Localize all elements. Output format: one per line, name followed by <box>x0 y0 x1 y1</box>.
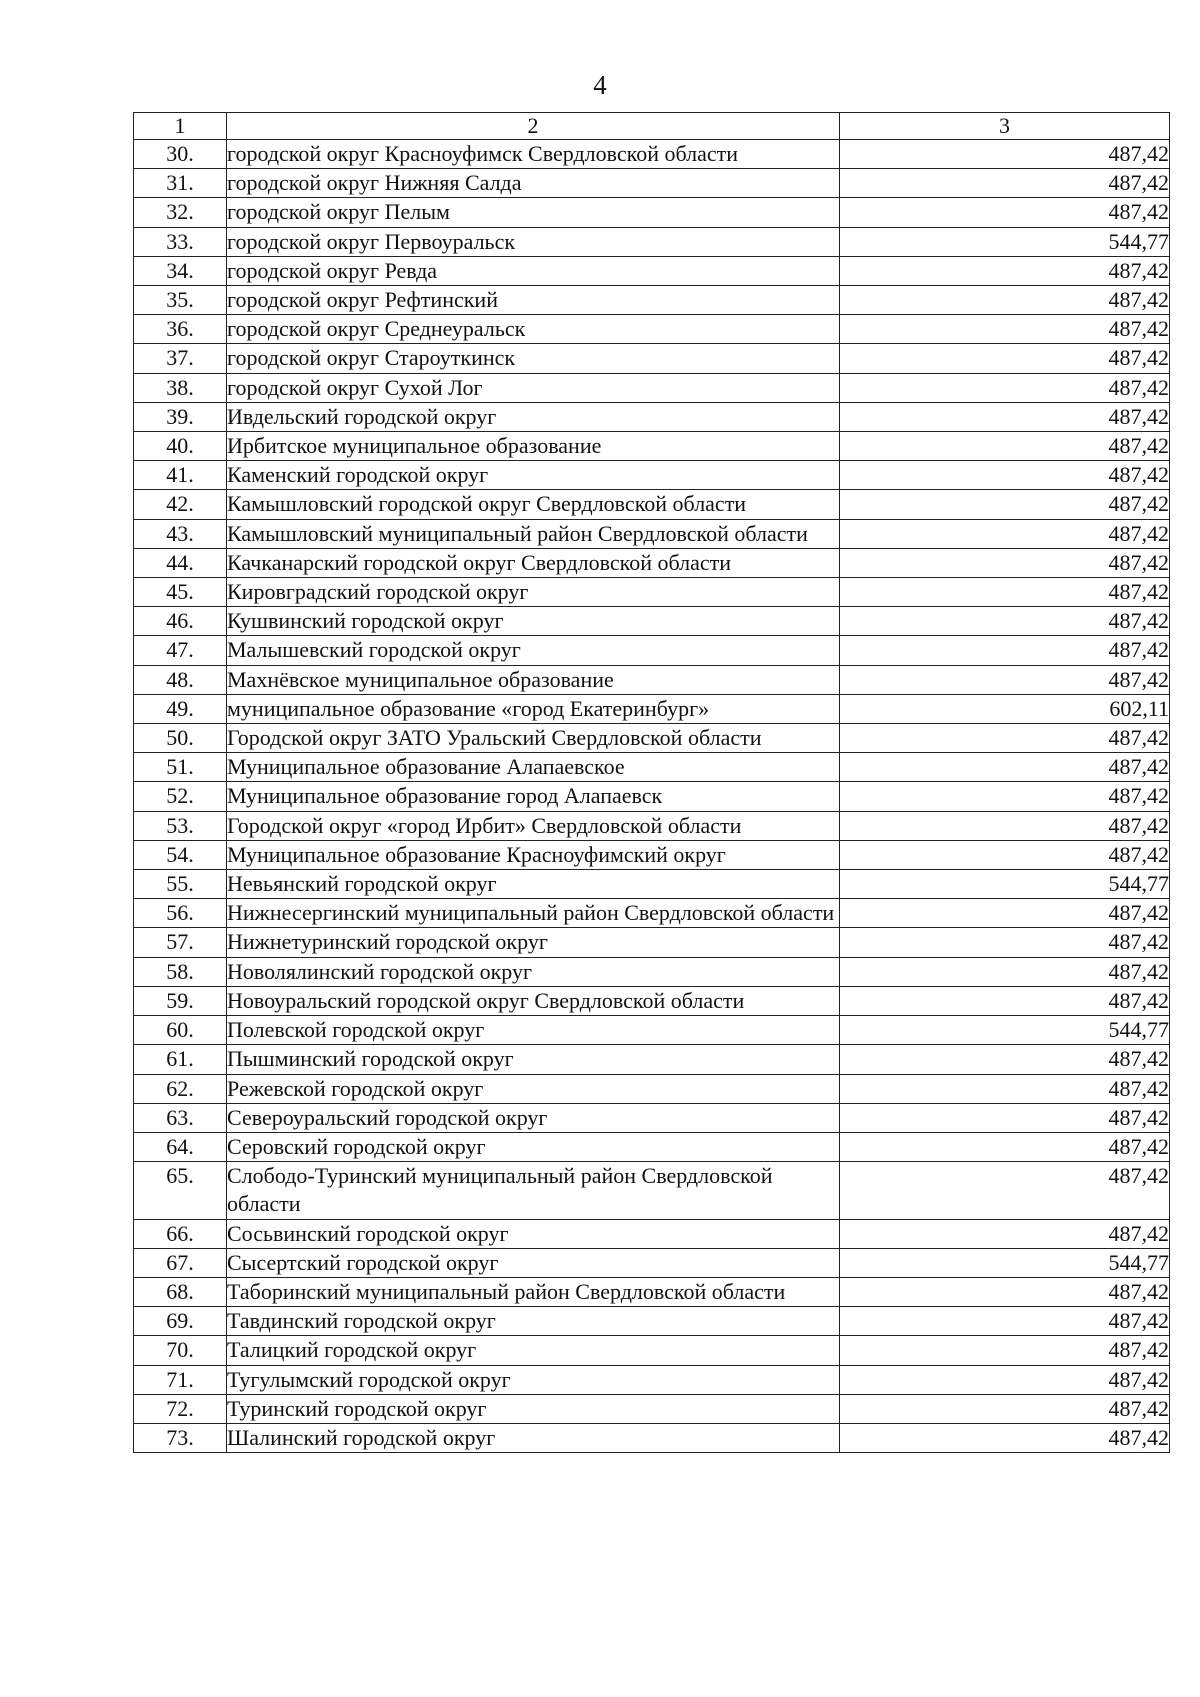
table-row <box>134 1394 1170 1423</box>
row-name: Муниципальное образование Красноуфимский округ <box>227 840 840 869</box>
row-number: 63. <box>134 1103 227 1132</box>
table-row <box>134 490 1170 519</box>
table-row <box>134 373 1170 402</box>
row-name: городской округ Среднеуральск <box>227 315 840 344</box>
row-number: 35. <box>134 286 227 315</box>
table-row <box>134 811 1170 840</box>
row-number: 62. <box>134 1074 227 1103</box>
row-value: 487,42 <box>840 198 1170 227</box>
table-row <box>134 256 1170 285</box>
row-number: 46. <box>134 607 227 636</box>
row-value: 487,42 <box>840 811 1170 840</box>
row-number: 48. <box>134 665 227 694</box>
table-row <box>134 1103 1170 1132</box>
row-name: Малышевский городской округ <box>227 636 840 665</box>
row-name: Серовский городской округ <box>227 1132 840 1161</box>
table-row <box>134 169 1170 198</box>
header-col-3: 3 <box>840 113 1170 140</box>
row-name: Ирбитское муниципальное образование <box>227 432 840 461</box>
row-name: городской округ Нижняя Салда <box>227 169 840 198</box>
row-name: Нижнетуринский городской округ <box>227 928 840 957</box>
table-header-row <box>134 113 1170 140</box>
table-row <box>134 519 1170 548</box>
table-row <box>134 782 1170 811</box>
row-value: 487,42 <box>840 169 1170 198</box>
row-value: 487,42 <box>840 1423 1170 1452</box>
row-number: 34. <box>134 256 227 285</box>
row-value: 487,42 <box>840 1336 1170 1365</box>
table-row <box>134 1219 1170 1248</box>
row-number: 44. <box>134 548 227 577</box>
row-value: 487,42 <box>840 1045 1170 1074</box>
row-value: 487,42 <box>840 286 1170 315</box>
row-number: 59. <box>134 986 227 1015</box>
row-value: 487,42 <box>840 899 1170 928</box>
row-number: 53. <box>134 811 227 840</box>
row-name: Полевской городской округ <box>227 1016 840 1045</box>
row-number: 68. <box>134 1277 227 1306</box>
row-value: 544,77 <box>840 870 1170 899</box>
row-value: 487,42 <box>840 402 1170 431</box>
table-row <box>134 227 1170 256</box>
row-value: 544,77 <box>840 1248 1170 1277</box>
table-row <box>134 636 1170 665</box>
header-col-2: 2 <box>227 113 840 140</box>
row-value: 487,42 <box>840 315 1170 344</box>
row-number: 38. <box>134 373 227 402</box>
row-number: 69. <box>134 1307 227 1336</box>
row-name: Каменский городской округ <box>227 461 840 490</box>
row-number: 47. <box>134 636 227 665</box>
row-name: Пышминский городской округ <box>227 1045 840 1074</box>
table-row <box>134 344 1170 373</box>
row-value: 487,42 <box>840 432 1170 461</box>
row-name: Туринский городской округ <box>227 1394 840 1423</box>
table-row <box>134 402 1170 431</box>
row-name: Кировградский городской округ <box>227 578 840 607</box>
row-name: городской округ Первоуральск <box>227 227 840 256</box>
row-value: 487,42 <box>840 665 1170 694</box>
row-number: 32. <box>134 198 227 227</box>
table-row <box>134 1365 1170 1394</box>
row-name: Муниципальное образование Алапаевское <box>227 753 840 782</box>
table-row <box>134 607 1170 636</box>
row-value: 487,42 <box>840 986 1170 1015</box>
row-number: 49. <box>134 694 227 723</box>
row-value: 487,42 <box>840 928 1170 957</box>
row-name: Режевской городской округ <box>227 1074 840 1103</box>
row-number: 39. <box>134 402 227 431</box>
row-number: 60. <box>134 1016 227 1045</box>
row-name: Сысертский городской округ <box>227 1248 840 1277</box>
row-name: Муниципальное образование город Алапаевск <box>227 782 840 811</box>
row-name: Сосьвинский городской округ <box>227 1219 840 1248</box>
row-value: 487,42 <box>840 1132 1170 1161</box>
row-value: 487,42 <box>840 1277 1170 1306</box>
row-value: 487,42 <box>840 957 1170 986</box>
table-row <box>134 986 1170 1015</box>
table-row <box>134 1045 1170 1074</box>
table-row <box>134 286 1170 315</box>
row-value: 487,42 <box>840 607 1170 636</box>
table-row <box>134 753 1170 782</box>
table-row <box>134 1162 1170 1219</box>
row-value: 487,42 <box>840 636 1170 665</box>
row-name: Тавдинский городской округ <box>227 1307 840 1336</box>
table-row <box>134 1248 1170 1277</box>
row-number: 36. <box>134 315 227 344</box>
row-name: Новоуральский городской округ Свердловской области <box>227 986 840 1015</box>
row-value: 544,77 <box>840 227 1170 256</box>
row-value: 487,42 <box>840 1307 1170 1336</box>
page-number: 4 <box>593 70 607 100</box>
row-name: Талицкий городской округ <box>227 1336 840 1365</box>
row-name: муниципальное образование «город Екатеринбург» <box>227 694 840 723</box>
row-number: 64. <box>134 1132 227 1161</box>
row-number: 57. <box>134 928 227 957</box>
row-name: городской округ Пелым <box>227 198 840 227</box>
table-row <box>134 548 1170 577</box>
row-number: 67. <box>134 1248 227 1277</box>
row-name: Невьянский городской округ <box>227 870 840 899</box>
row-name: Североуральский городской округ <box>227 1103 840 1132</box>
row-number: 43. <box>134 519 227 548</box>
row-value: 487,42 <box>840 753 1170 782</box>
row-name: Городской округ «город Ирбит» Свердловской области <box>227 811 840 840</box>
table-row <box>134 461 1170 490</box>
row-name: Слободо-Туринский муниципальный район Свердловской области <box>227 1162 840 1219</box>
row-name: Новолялинский городской округ <box>227 957 840 986</box>
row-number: 71. <box>134 1365 227 1394</box>
table-row <box>134 1307 1170 1336</box>
row-name: Махнёвское муниципальное образование <box>227 665 840 694</box>
row-number: 50. <box>134 724 227 753</box>
table-row <box>134 432 1170 461</box>
table-row <box>134 198 1170 227</box>
row-name: Тугулымский городской округ <box>227 1365 840 1394</box>
table-body <box>134 140 1170 1453</box>
row-number: 70. <box>134 1336 227 1365</box>
row-number: 58. <box>134 957 227 986</box>
row-name: Ивдельский городской округ <box>227 402 840 431</box>
table-row <box>134 957 1170 986</box>
table-row <box>134 1336 1170 1365</box>
row-number: 30. <box>134 140 227 169</box>
row-value: 487,42 <box>840 490 1170 519</box>
row-value: 487,42 <box>840 1219 1170 1248</box>
row-value: 487,42 <box>840 344 1170 373</box>
row-number: 66. <box>134 1219 227 1248</box>
row-value: 487,42 <box>840 519 1170 548</box>
table-row <box>134 1016 1170 1045</box>
row-value: 487,42 <box>840 578 1170 607</box>
header-col-1: 1 <box>134 113 227 140</box>
row-number: 73. <box>134 1423 227 1452</box>
row-value: 487,42 <box>840 1365 1170 1394</box>
row-value: 487,42 <box>840 782 1170 811</box>
table-row <box>134 724 1170 753</box>
row-value: 487,42 <box>840 840 1170 869</box>
row-value: 487,42 <box>840 1394 1170 1423</box>
table-row <box>134 665 1170 694</box>
row-name: Городской округ ЗАТО Уральский Свердловской области <box>227 724 840 753</box>
table-row <box>134 899 1170 928</box>
row-number: 41. <box>134 461 227 490</box>
row-value: 487,42 <box>840 461 1170 490</box>
row-number: 56. <box>134 899 227 928</box>
row-value: 487,42 <box>840 1162 1170 1219</box>
row-number: 37. <box>134 344 227 373</box>
row-name: Таборинский муниципальный район Свердловской области <box>227 1277 840 1306</box>
row-value: 544,77 <box>840 1016 1170 1045</box>
table-row <box>134 928 1170 957</box>
row-number: 55. <box>134 870 227 899</box>
row-name: городской округ Ревда <box>227 256 840 285</box>
row-name: Камышловский муниципальный район Свердловской области <box>227 519 840 548</box>
data-table <box>133 112 1170 1453</box>
row-value: 487,42 <box>840 548 1170 577</box>
row-number: 72. <box>134 1394 227 1423</box>
row-number: 61. <box>134 1045 227 1074</box>
row-name: Нижнесергинский муниципальный район Свердловской области <box>227 899 840 928</box>
row-number: 65. <box>134 1162 227 1219</box>
row-value: 487,42 <box>840 724 1170 753</box>
table-row <box>134 694 1170 723</box>
table-row <box>134 315 1170 344</box>
table-row <box>134 1277 1170 1306</box>
row-name: городской округ Рефтинский <box>227 286 840 315</box>
row-name: городской округ Староуткинск <box>227 344 840 373</box>
row-value: 487,42 <box>840 1103 1170 1132</box>
row-name: Камышловский городской округ Свердловской области <box>227 490 840 519</box>
row-number: 42. <box>134 490 227 519</box>
row-number: 31. <box>134 169 227 198</box>
row-number: 45. <box>134 578 227 607</box>
table-row <box>134 140 1170 169</box>
table-row <box>134 840 1170 869</box>
row-number: 40. <box>134 432 227 461</box>
row-value: 487,42 <box>840 373 1170 402</box>
row-value: 602,11 <box>840 694 1170 723</box>
row-name: городской округ Сухой Лог <box>227 373 840 402</box>
row-name: Кушвинский городской округ <box>227 607 840 636</box>
row-name: Качканарский городской округ Свердловской области <box>227 548 840 577</box>
table-row <box>134 1423 1170 1452</box>
table-row <box>134 1132 1170 1161</box>
table-row <box>134 1074 1170 1103</box>
row-number: 33. <box>134 227 227 256</box>
row-value: 487,42 <box>840 1074 1170 1103</box>
table-row <box>134 870 1170 899</box>
row-number: 51. <box>134 753 227 782</box>
row-number: 54. <box>134 840 227 869</box>
row-value: 487,42 <box>840 140 1170 169</box>
row-name: Шалинский городской округ <box>227 1423 840 1452</box>
row-name: городской округ Красноуфимск Свердловской области <box>227 140 840 169</box>
row-number: 52. <box>134 782 227 811</box>
row-value: 487,42 <box>840 256 1170 285</box>
table-row <box>134 578 1170 607</box>
